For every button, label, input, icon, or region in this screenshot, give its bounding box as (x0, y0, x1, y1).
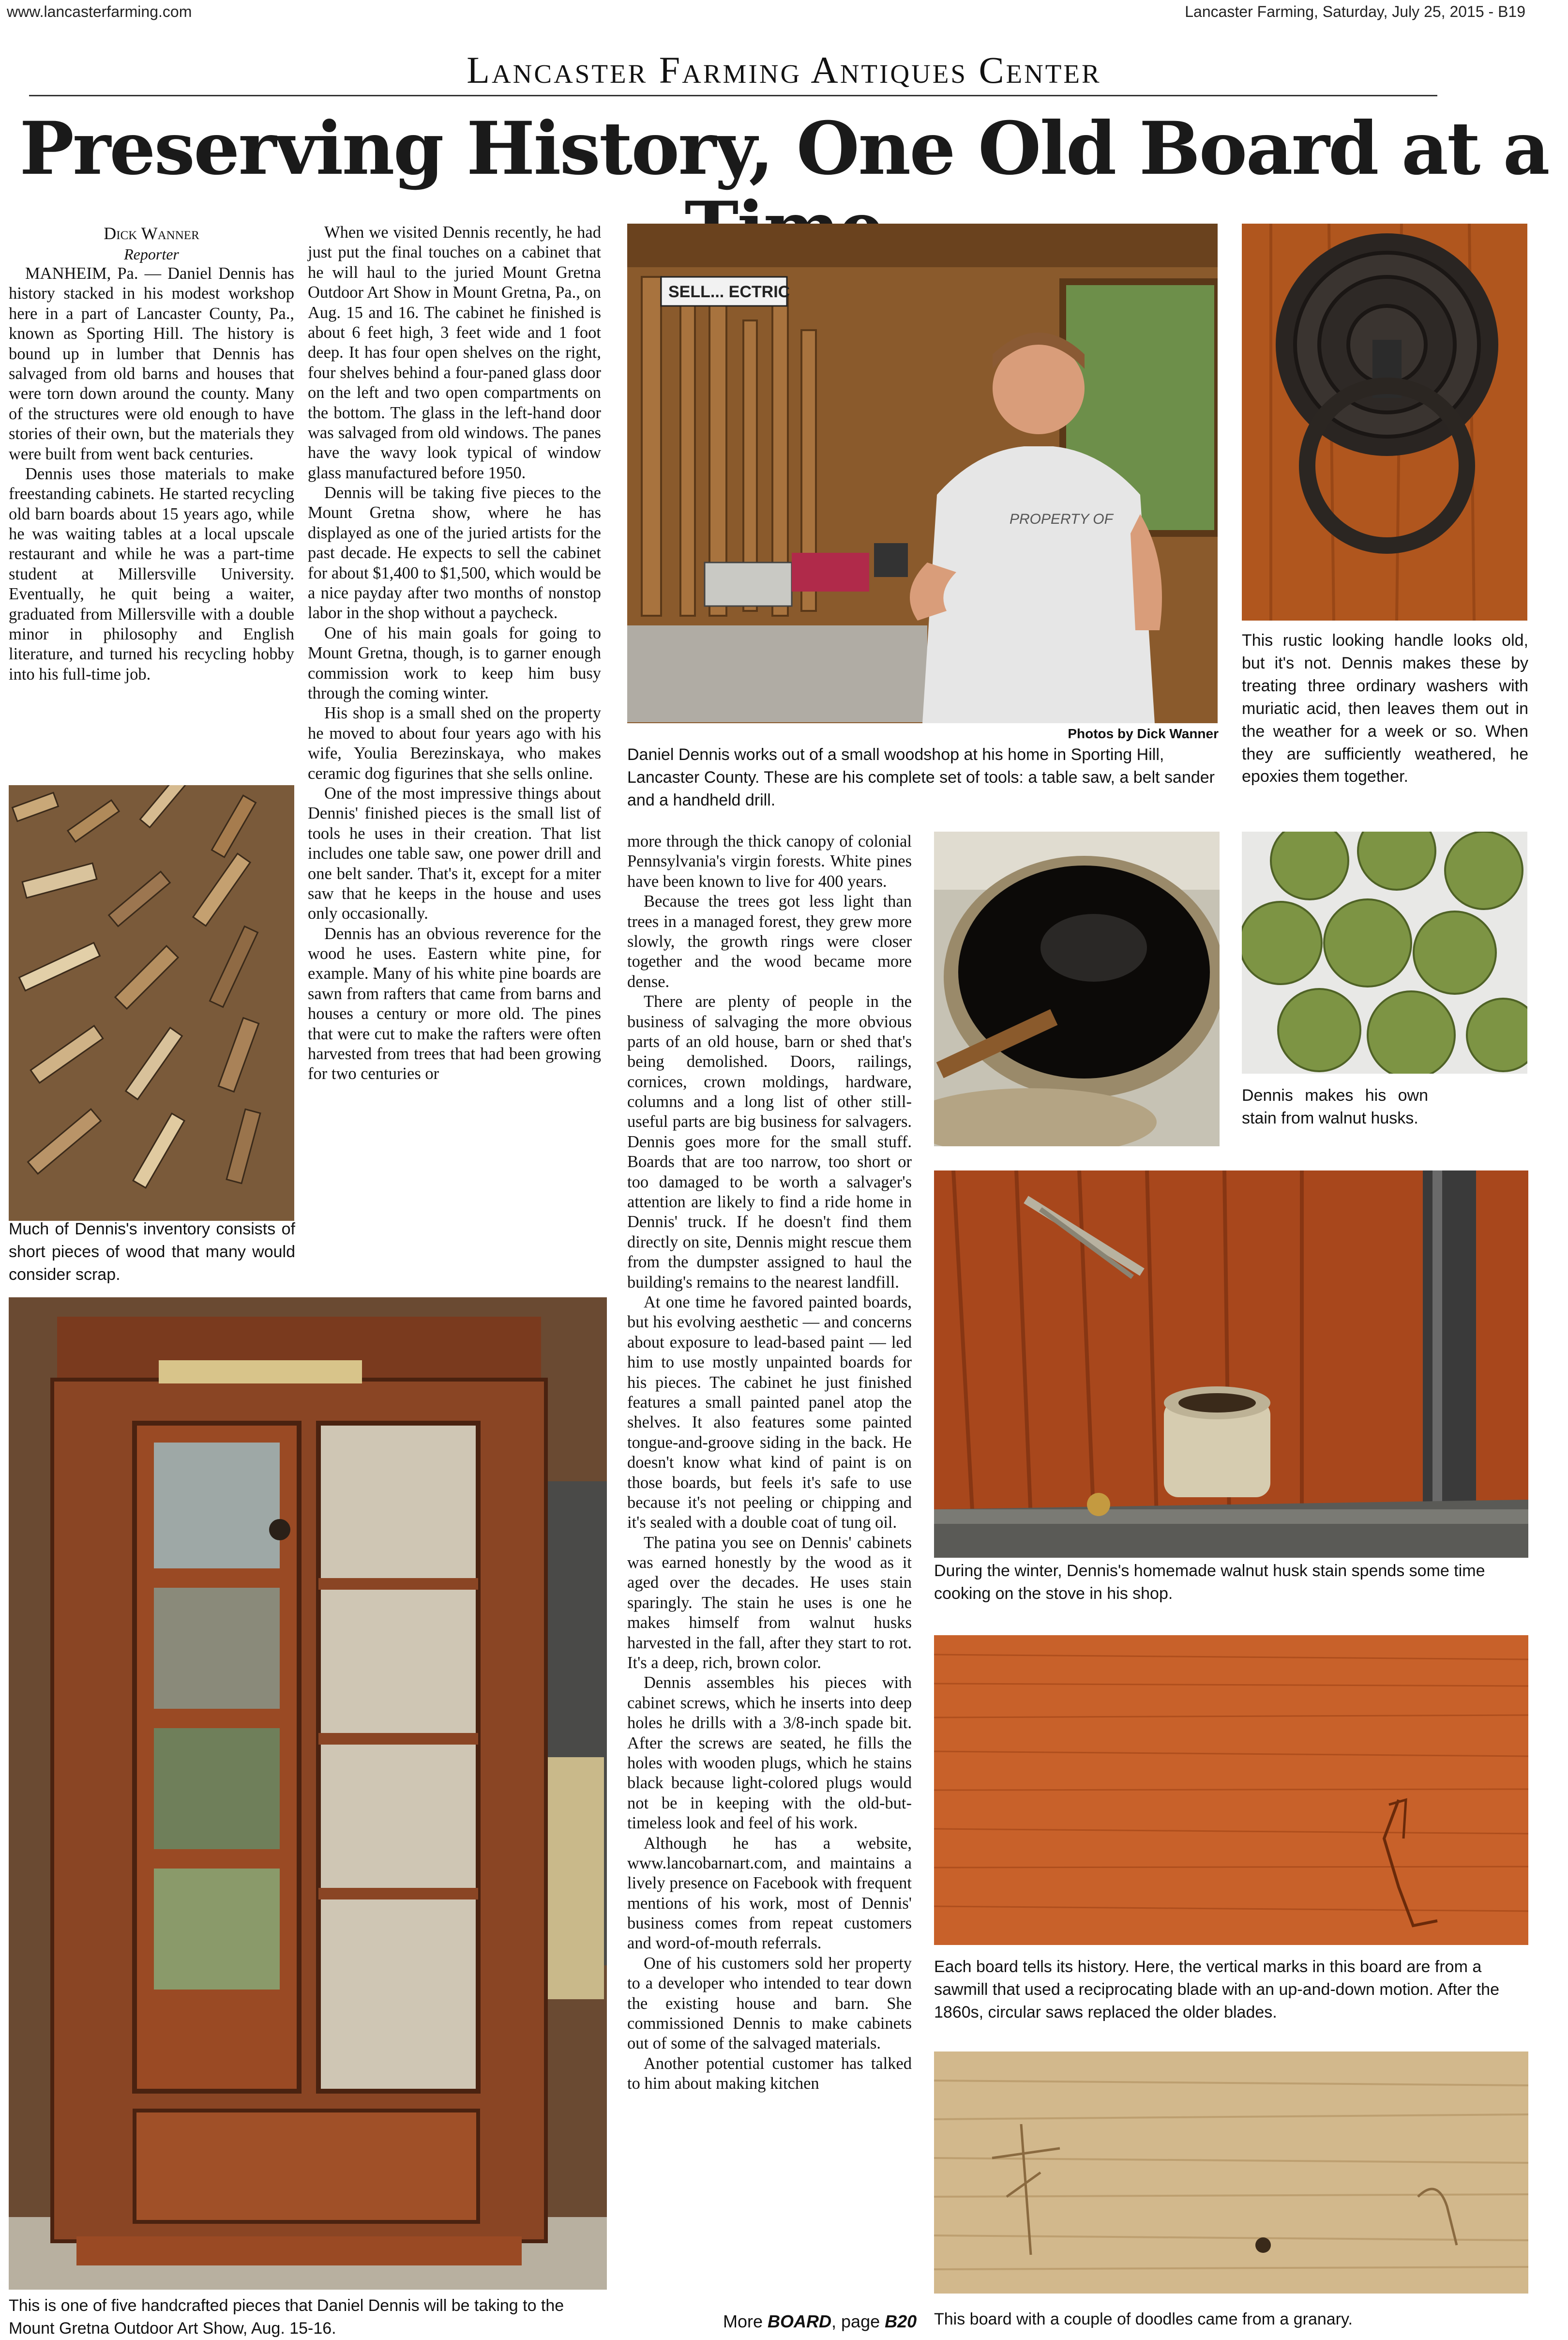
stain-pot-photo (934, 832, 1220, 1146)
paragraph: His shop is a small shed on the property he moved to about four years ago with his wife, Youlia Berezinskaya, who makes ceramic dog figurines that she sells online. (308, 704, 601, 783)
paragraph: MANHEIM, Pa. — Daniel Dennis has history stacked in his modest workshop here in a part of Lancaster County, Pa., known as Sporting Hill. The history is bound up in lumber that Dennis has salvaged from old barns and houses that were torn down around the county. Many of the structures were old enough to have stories of their own, but the materials they were built from went back centuries. (9, 264, 294, 463)
wood-pile-caption: Much of Dennis's inventory consists of short pieces of wood that many would consider scrap. (9, 1220, 295, 1284)
granary-board-photo (934, 2051, 1528, 2294)
photo-credit: Photos by Dick Wanner (1068, 726, 1219, 741)
stove-caption: During the winter, Dennis's homemade walnut husk stain spends some time cooking on the stove in his shop. (934, 1562, 1485, 1603)
paragraph: The patina you see on Dennis' cabinets was earned honestly by the wood as it aged over the decades. He uses stain sparingly. The stain he uses is one he makes himself from walnut husks harvested in the fall, after they start to rot. It's a deep, rich, brown color. (627, 1533, 912, 1672)
section-title: Lancaster Farming Antiques Center (467, 49, 1101, 91)
handle-caption: This rustic looking handle looks old, but it's not. Dennis makes these by treating three ordinary washers with muriatic acid, then leaves them out in the weather for a week or so. When they are sufficiently weathered, he epoxies them together. (1242, 631, 1528, 786)
paragraph: Although he has a website, www.lancobarnart.com, and maintains a lively presence on Facebook with frequent mentions of his work, most of Dennis' business comes from repeat customers and word-of-mouth referrals. (627, 1834, 912, 1953)
jump-middle: , page (831, 2311, 885, 2331)
paragraph: At one time he favored painted boards, but his evolving aesthetic — and concerns about exposure to lead-based paint — led him to use mostly unpainted boards for his pieces. The cabinet he just finished features a small painted panel atop the shelves. It also features some painted tongue-and-groove siding in the back. He doesn't know what kind of paint is on those boards, but feels it's safe to use because it's not peeling or chipping and it's sealed with a double coat of tung oil. (627, 1292, 912, 1532)
cabinet-photo (9, 1297, 607, 2290)
header-rule (29, 95, 1437, 96)
article-column-3 (627, 832, 912, 2094)
website-url: www.lancasterfarming.com (7, 3, 192, 20)
walnut-husks-photo (1242, 832, 1527, 1074)
paragraph: Dennis uses those materials to make freestanding cabinets. He started recycling old barn boards about 15 years ago, while he was waiting tables at a local upscale restaurant and while he was a part-time student at Millersville University. Eventually, he quit being a waiter, graduated from Millersville with a double minor in philosophy and English literature, and turned his recycling hobby into his full-time job. (9, 464, 294, 684)
continued-on (723, 2311, 917, 2332)
paragraph: One of his main goals for going to Mount Gretna, though, is to garner enough commission work to keep him busy through the coming winter. (308, 623, 601, 702)
granary-board-caption: This board with a couple of doodles came from a granary. (934, 2310, 1353, 2328)
jump-word: BOARD (768, 2311, 832, 2331)
paragraph: Dennis has an obvious reverence for the wood he uses. Eastern white pine, for example. Many of his white pine boards are sawn from rafters that came from barns and houses a century or more old. The pines that were cut to make the rafters were often harvested from trees that had been growing for two centuries or (308, 924, 601, 1083)
article-column-1 (9, 223, 294, 684)
jump-page[interactable]: B20 (885, 2311, 917, 2331)
byline-role: Reporter (124, 245, 179, 263)
svg-text:PROPERTY OF: PROPERTY OF (1010, 511, 1113, 527)
paragraph: There are plenty of people in the business of salvaging the more obvious parts of an old house, barn or shed that's being demolished. Doors, railings, cornices, crown moldings, hardware, columns and a long list of other still-useful parts are big business for salvagers. Dennis goes more for the small stuff. Boards that are too narrow, too short or too damaged to be worth a salvager's attention are likely to find a ride home in Dennis' truck. If he doesn't find them directly on site, Dennis might rescue them from the dumpster assigned to haul the building's remains to the nearest landfill. (627, 992, 912, 1292)
workshop-caption: Daniel Dennis works out of a small woodshop at his home in Sporting Hill, Lancaster County. These are his complete set of tools: a table saw, a belt sander and a handheld drill. (627, 745, 1215, 809)
jump-prefix: More (723, 2311, 768, 2331)
paragraph: One of the most impressive things about Dennis' finished pieces is the small list of tools he uses in their creation. That list includes one table saw, one power drill and one belt sander. That's it, except for a miter saw that he keeps in the house and uses only occasionally. (308, 784, 601, 923)
headline: Preserving History, One Old Board at a (19, 106, 1549, 191)
paragraph: One of his customers sold her property to a developer who intended to tear down the existing house and barn. She commissioned Dennis to make cabinets out of some of the salvaged materials. (627, 1954, 912, 2053)
paragraph: Dennis assembles his pieces with cabinet screws, which he inserts into deep holes he drills with a 3/8-inch spade bit. After the screws are seated, he fills the holes with wooden plugs, which he stains black because light-colored plugs would not be in keeping with the old-but-timeless look and feel of his work. (627, 1673, 912, 1833)
byline-name: Dick Wanner (104, 224, 199, 243)
dateline: Lancaster Farming, Saturday, July 25, 2015 - B19 (1185, 3, 1525, 20)
paragraph: Because the trees got less light than trees in a managed forest, they grew more slowly, the growth rings were closer together and the wood became more dense. (627, 892, 912, 991)
workshop-sign: SELL... ECTRIC (668, 283, 790, 301)
article-column-2 (308, 223, 601, 1084)
handle-photo (1242, 224, 1527, 621)
stove-photo (934, 1170, 1528, 1558)
paragraph: Dennis will be taking five pieces to the Mount Gretna show, where he has displayed as one of the juried artists for the past decade. He expects to sell the cabinet for about $1,400 to $1,500, which would be a nice payday after two months of nonstop labor in the shop without a paycheck. (308, 484, 601, 623)
paragraph: Another potential customer has talked to him about making kitchen (627, 2054, 912, 2093)
byline (9, 223, 294, 264)
board-marks-photo (934, 1635, 1528, 1945)
wood-pile-photo (9, 785, 294, 1221)
board-marks-caption: Each board tells its history. Here, the vertical marks in this board are from a sawmill that used a reciprocating blade with an up-and-down motion. After the 1860s, circular saws replaced the older blades. (934, 1958, 1499, 2021)
workshop-photo (627, 224, 1218, 723)
walnut-caption: Dennis makes his own stain from walnut husks. (1242, 1086, 1428, 1127)
paragraph: more through the thick canopy of colonial Pennsylvania's virgin forests. White pines have been known to live for 400 years. (627, 832, 912, 891)
paragraph: When we visited Dennis recently, he had just put the final touches on a cabinet that he will haul to the juried Mount Gretna Outdoor Art Show in Mount Gretna, Pa., on Aug. 15 and 16. The cabinet he finished is about 6 feet high, 3 feet wide and 1 foot deep. It has four open shelves on the right, four shelves behind a four-paned glass door on the left and two open compartments on the bottom. The glass in the left-hand door was salvaged from old windows. The panes have the wavy look typical of window glass manufactured before 1950. (308, 223, 601, 482)
cabinet-caption: This is one of five handcrafted pieces that Daniel Dennis will be taking to the Mount Gretna Outdoor Art Show, Aug. 15-16. (9, 2296, 564, 2338)
